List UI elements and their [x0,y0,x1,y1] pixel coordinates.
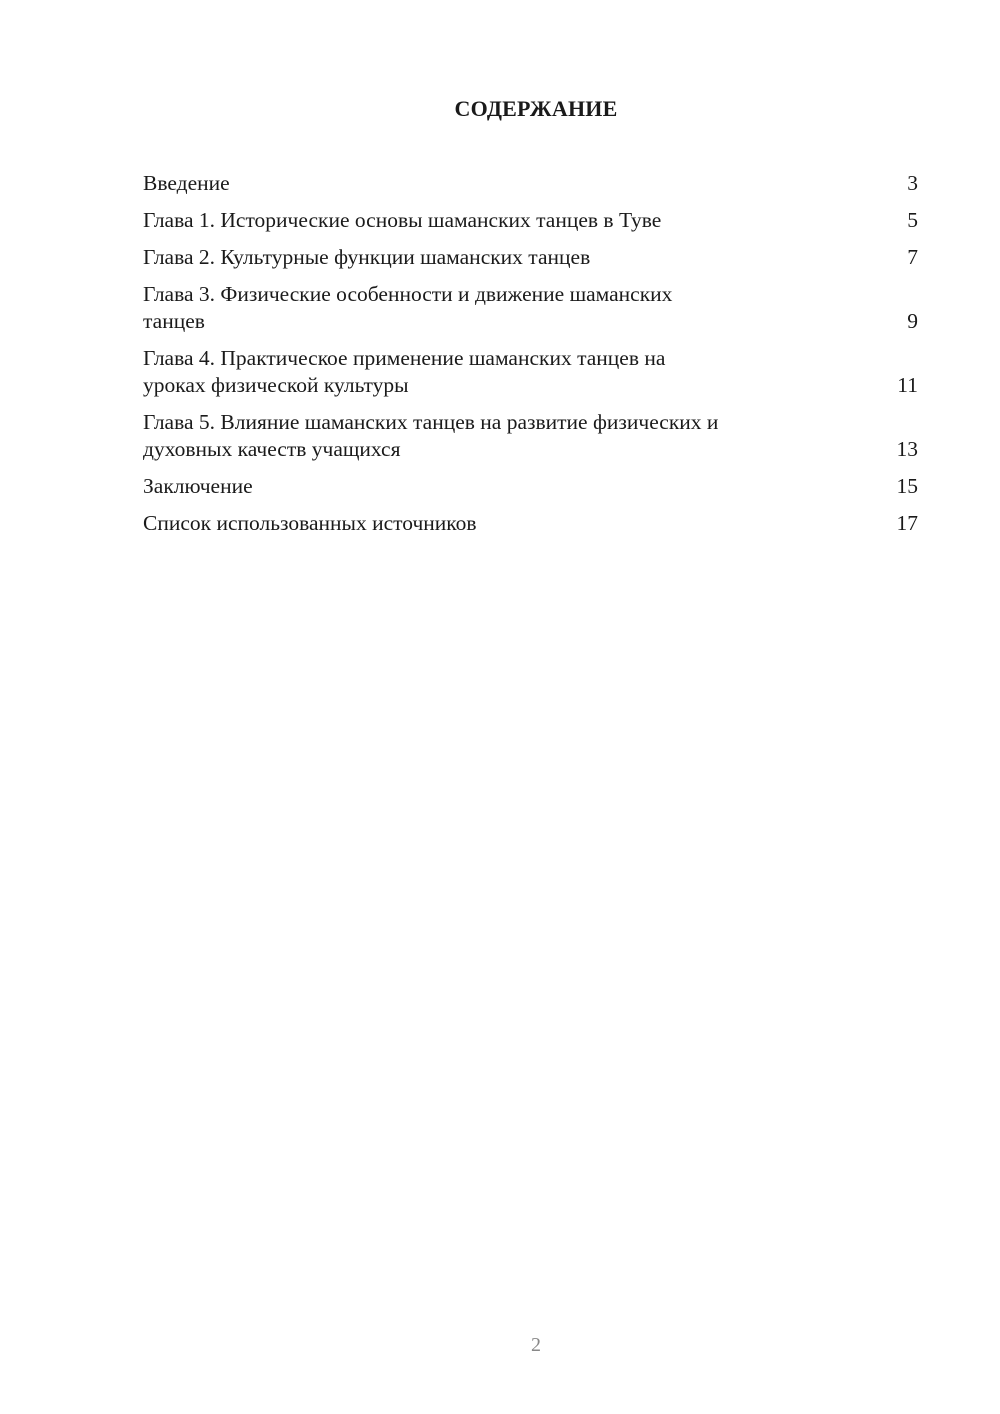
toc-entry-label: Глава 1. Исторические основы шаманских танцев в Туве [143,208,662,232]
toc-entry-chapter-2 [143,244,918,271]
toc-entry-chapter-3 [143,281,918,335]
toc-entry-page: 17 [896,511,918,535]
toc-entry-references [143,510,918,537]
toc-entry-chapter-5 [143,409,918,463]
toc-entry-page: 3 [907,171,918,195]
toc-entry-page: 13 [896,437,918,461]
toc-entry-label: Введение [143,171,230,195]
toc-entry-chapter-4 [143,345,918,399]
toc-entry-chapter-1 [143,207,918,234]
toc-entry-label: Глава 5. Влияние шаманских танцев на развитие физических и духовных качеств учащихся [143,410,719,461]
toc-entry-page: 7 [907,245,918,269]
toc-entry-label: Список использованных источников [143,511,477,535]
toc-entry-conclusion [143,473,918,500]
toc-entry-page: 9 [907,309,918,333]
toc-entry-label: Глава 2. Культурные функции шаманских танцев [143,245,591,269]
toc-entry-label: Глава 4. Практическое применение шаманских танцев на уроках физической культуры [143,346,666,397]
toc-entry-page: 5 [907,208,918,232]
toc-entry-page: 15 [896,474,918,498]
toc-entry-introduction [143,170,918,197]
page-number: 2 [531,1334,541,1356]
page-title: СОДЕРЖАНИЕ [454,96,618,121]
table-of-contents [143,170,918,547]
toc-entry-page: 11 [897,373,918,397]
toc-entry-label: Заключение [143,474,253,498]
toc-entry-label: Глава 3. Физические особенности и движение шаманских танцев [143,282,673,333]
